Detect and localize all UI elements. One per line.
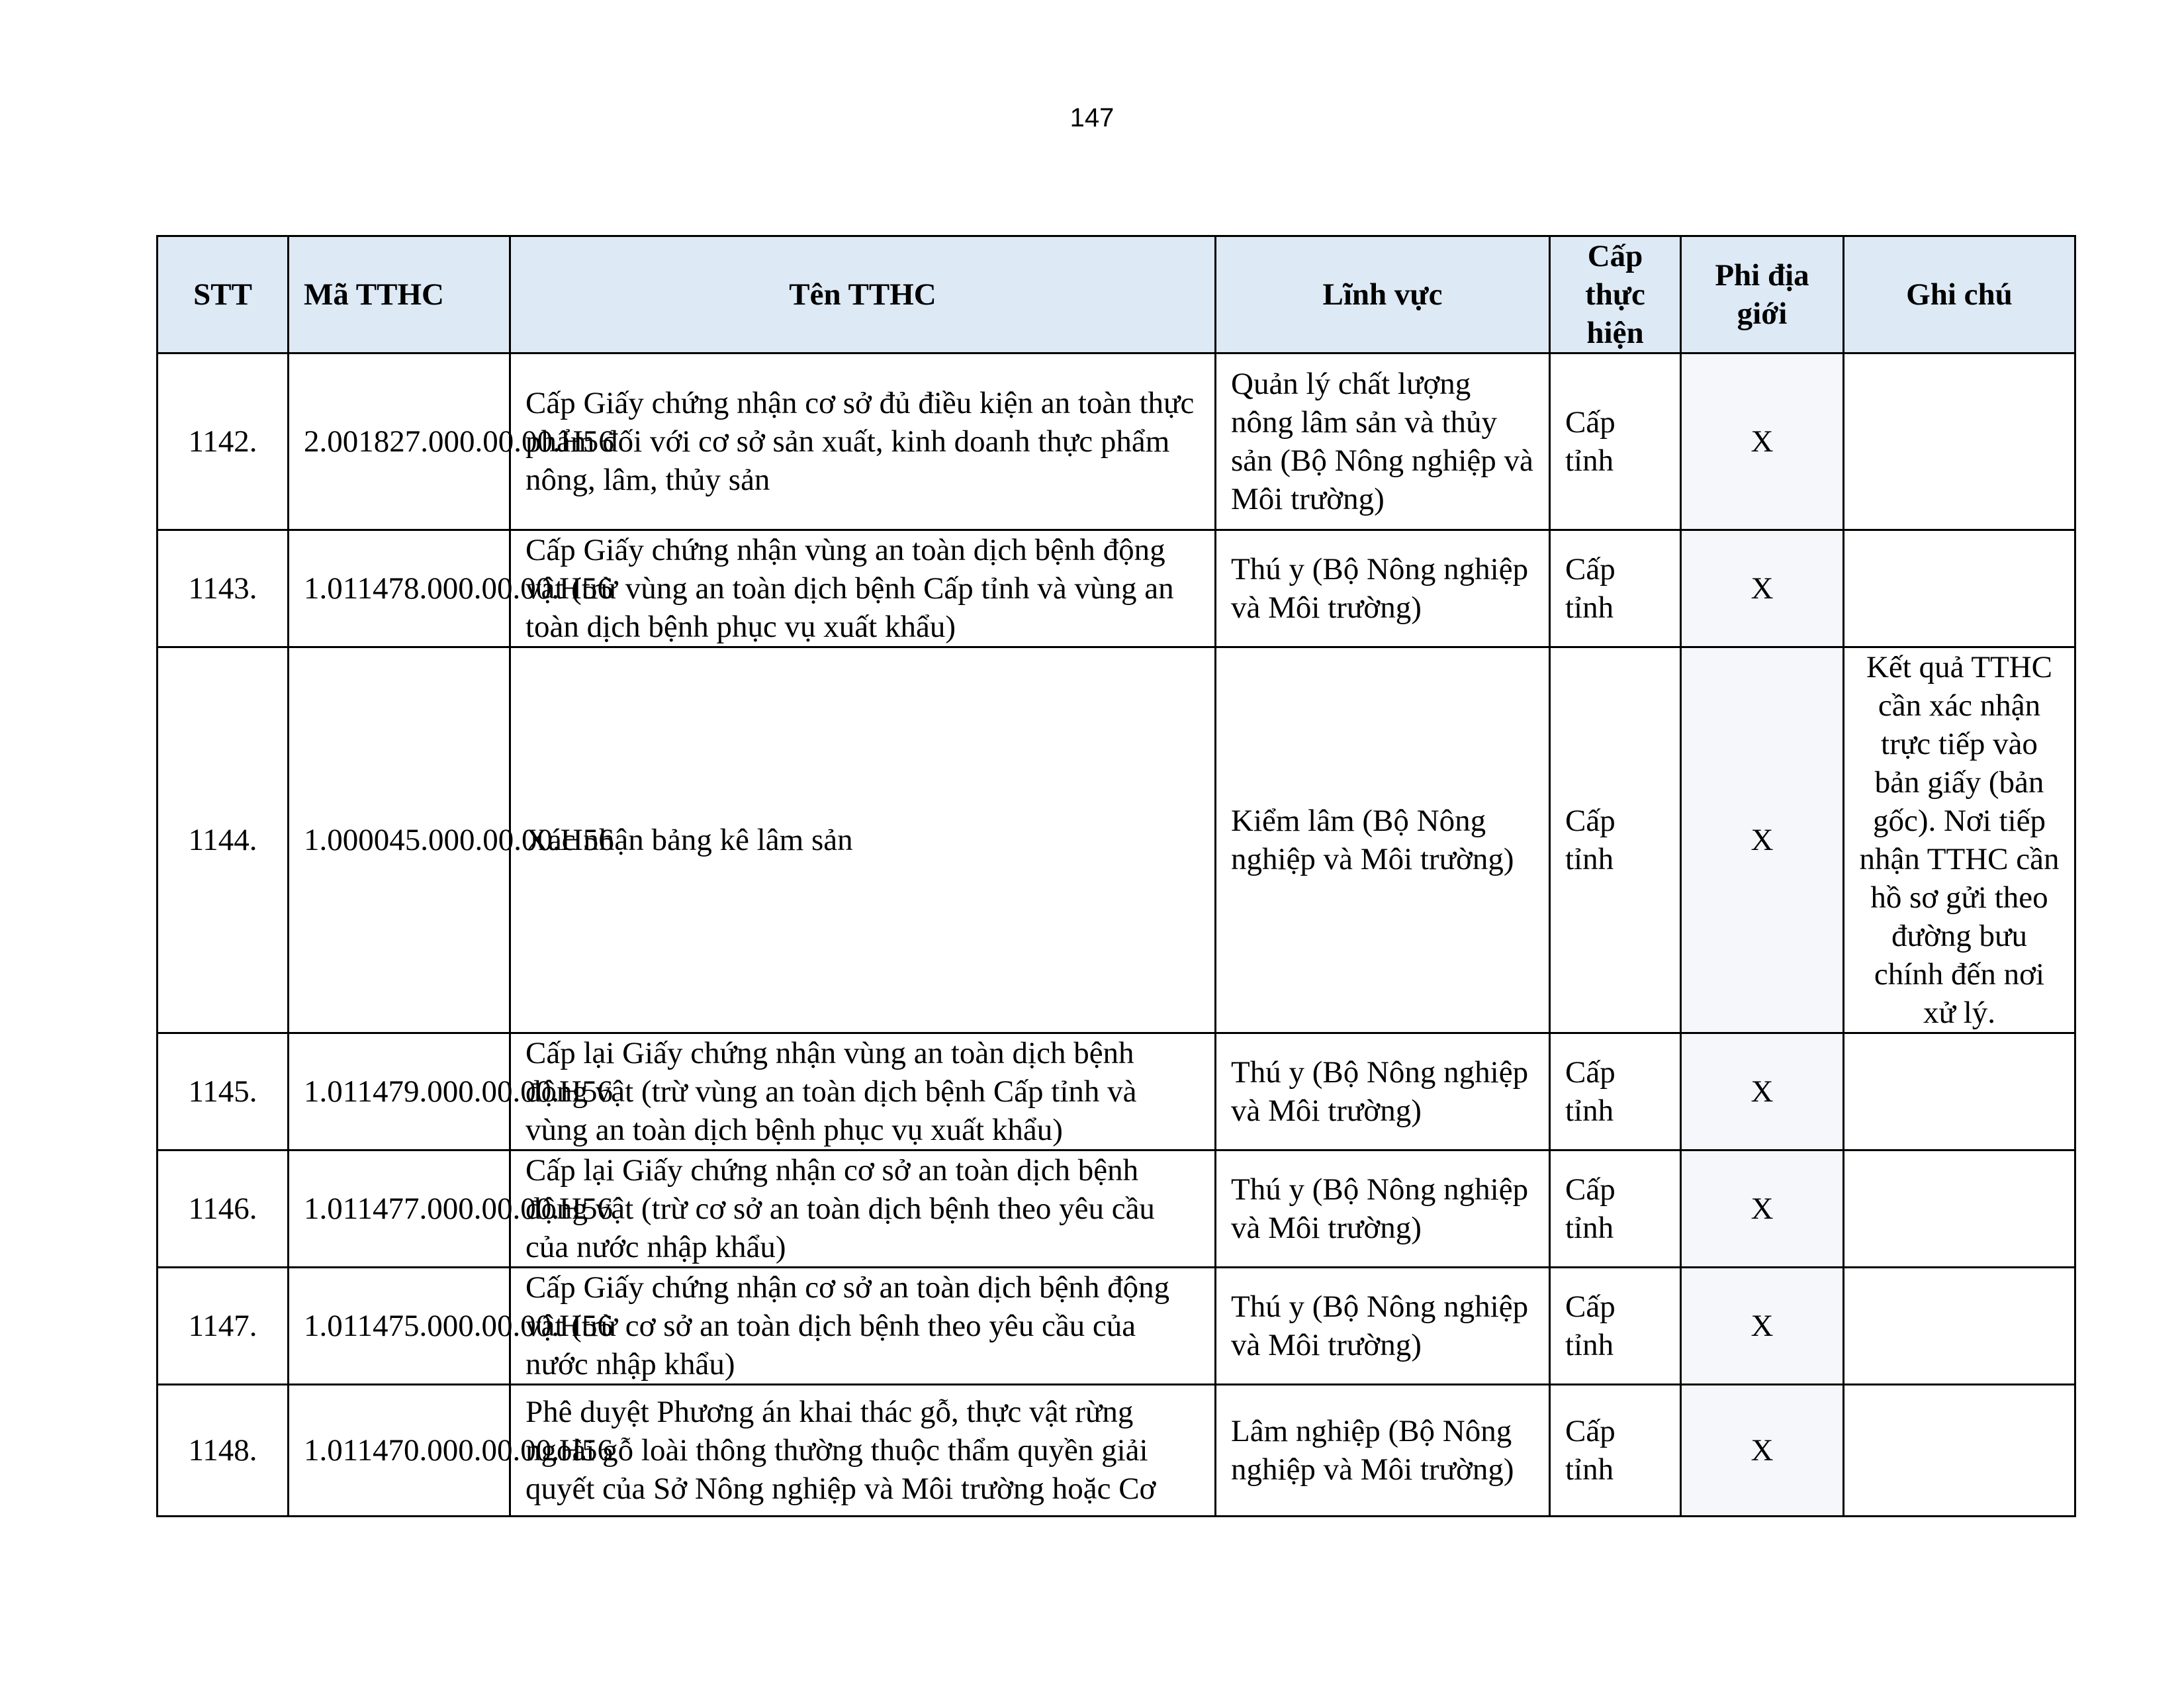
cell-ghi-chu [1844,530,2075,647]
cell-cap-thuc-hien: Cấp tỉnh [1550,1150,1681,1268]
tthc-table [156,235,2076,1517]
cell-ten-tthc: Cấp Giấy chứng nhận cơ sở đủ điều kiện an toàn thực phẩm đối với cơ sở sản xuất, kinh doanh thực phẩm nông, lâm, thủy sản [510,353,1216,530]
header-phi-dia-gioi: Phi địa giới [1681,236,1844,353]
cell-ten-tthc: Cấp Giấy chứng nhận vùng an toàn dịch bệnh động vật (trừ vùng an toàn dịch bệnh Cấp tỉnh và vùng an toàn dịch bệnh phục vụ xuất khẩu) [510,530,1216,647]
cell-stt: 1144. [158,647,289,1033]
table-row [158,1385,2075,1517]
cell-linh-vuc: Quản lý chất lượng nông lâm sản và thủy sản (Bộ Nông nghiệp và Môi trường) [1216,353,1550,530]
cell-ghi-chu [1844,1033,2075,1150]
header-linh-vuc: Lĩnh vực [1216,236,1550,353]
cell-ma-tthc: 1.011477.000.00.00.H56 [289,1150,510,1268]
cell-ten-tthc: Cấp Giấy chứng nhận cơ sở an toàn dịch bệnh động vật (trừ cơ sở an toàn dịch bệnh theo yêu cầu của nước nhập khẩu) [510,1268,1216,1385]
page-number: 147 [1069,103,1115,132]
cell-ten-tthc-text: Phê duyệt Phương án khai thác gỗ, thực vật rừng ngoài gỗ loài thông thường thuộc thẩm quyền giải quyết của Sở Nông nghiệp và Môi trường hoặc Cơ [525,1395,1156,1506]
cell-ghi-chu [1844,353,2075,530]
table-row [158,647,2075,1033]
header-ghi-chu: Ghi chú [1844,236,2075,353]
cell-phi-dia-gioi: X [1681,1268,1844,1385]
cell-cap-thuc-hien: Cấp tỉnh [1550,647,1681,1033]
cell-phi-dia-gioi: X [1681,1150,1844,1268]
header-stt: STT [158,236,289,353]
cell-ma-tthc: 1.011479.000.00.00.H56 [289,1033,510,1150]
table-row [158,353,2075,530]
cell-ten-tthc: Cấp lại Giấy chứng nhận cơ sở an toàn dịch bệnh động vật (trừ cơ sở an toàn dịch bệnh theo yêu cầu của nước nhập khẩu) [510,1150,1216,1268]
cell-stt: 1143. [158,530,289,647]
table-row [158,1033,2075,1150]
cell-linh-vuc: Lâm nghiệp (Bộ Nông nghiệp và Môi trường) [1216,1385,1550,1517]
cell-phi-dia-gioi: X [1681,1033,1844,1150]
cell-ten-tthc [510,1385,1216,1517]
cell-cap-thuc-hien: Cấp tỉnh [1550,353,1681,530]
cell-ghi-chu [1844,1150,2075,1268]
table-header-row [158,236,2075,353]
cell-phi-dia-gioi: X [1681,530,1844,647]
cell-ma-tthc: 1.011470.000.00.00.H56 [289,1385,510,1517]
cell-linh-vuc: Thú y (Bộ Nông nghiệp và Môi trường) [1216,1033,1550,1150]
cell-linh-vuc: Thú y (Bộ Nông nghiệp và Môi trường) [1216,1150,1550,1268]
cell-stt: 1145. [158,1033,289,1150]
cell-ten-tthc: Xác nhận bảng kê lâm sản [510,647,1216,1033]
cell-phi-dia-gioi: X [1681,647,1844,1033]
cell-cap-thuc-hien: Cấp tỉnh [1550,1385,1681,1517]
cell-phi-dia-gioi: X [1681,1385,1844,1517]
cell-ten-tthc: Cấp lại Giấy chứng nhận vùng an toàn dịch bệnh động vật (trừ vùng an toàn dịch bệnh Cấp tỉnh và vùng an toàn dịch bệnh phục vụ xuất khẩu) [510,1033,1216,1150]
header-ma-tthc: Mã TTHC [289,236,510,353]
header-ten-tthc: Tên TTHC [510,236,1216,353]
cell-cap-thuc-hien: Cấp tỉnh [1550,530,1681,647]
header-cap-thuc-hien: Cấp thực hiện [1550,236,1681,353]
cell-ghi-chu [1844,1268,2075,1385]
cell-phi-dia-gioi: X [1681,353,1844,530]
cell-linh-vuc: Thú y (Bộ Nông nghiệp và Môi trường) [1216,530,1550,647]
cell-linh-vuc: Thú y (Bộ Nông nghiệp và Môi trường) [1216,1268,1550,1385]
cell-cap-thuc-hien: Cấp tỉnh [1550,1268,1681,1385]
cell-stt: 1142. [158,353,289,530]
cell-ma-tthc: 2.001827.000.00.00.H56 [289,353,510,530]
cell-stt: 1148. [158,1385,289,1517]
cell-stt: 1146. [158,1150,289,1268]
table-row [158,1268,2075,1385]
cell-ma-tthc: 1.011478.000.00.00.H56 [289,530,510,647]
cell-ma-tthc: 1.000045.000.00.00.H56 [289,647,510,1033]
table-row [158,1150,2075,1268]
table-row [158,530,2075,647]
cell-ghi-chu: Kết quả TTHC cần xác nhận trực tiếp vào bản giấy (bản gốc). Nơi tiếp nhận TTHC cần hồ sơ gửi theo đường bưu chính đến nơi xử lý. [1844,647,2075,1033]
cell-ma-tthc: 1.011475.000.00.00.H56 [289,1268,510,1385]
cell-stt: 1147. [158,1268,289,1385]
cell-ghi-chu [1844,1385,2075,1517]
cell-linh-vuc: Kiểm lâm (Bộ Nông nghiệp và Môi trường) [1216,647,1550,1033]
cell-cap-thuc-hien: Cấp tỉnh [1550,1033,1681,1150]
